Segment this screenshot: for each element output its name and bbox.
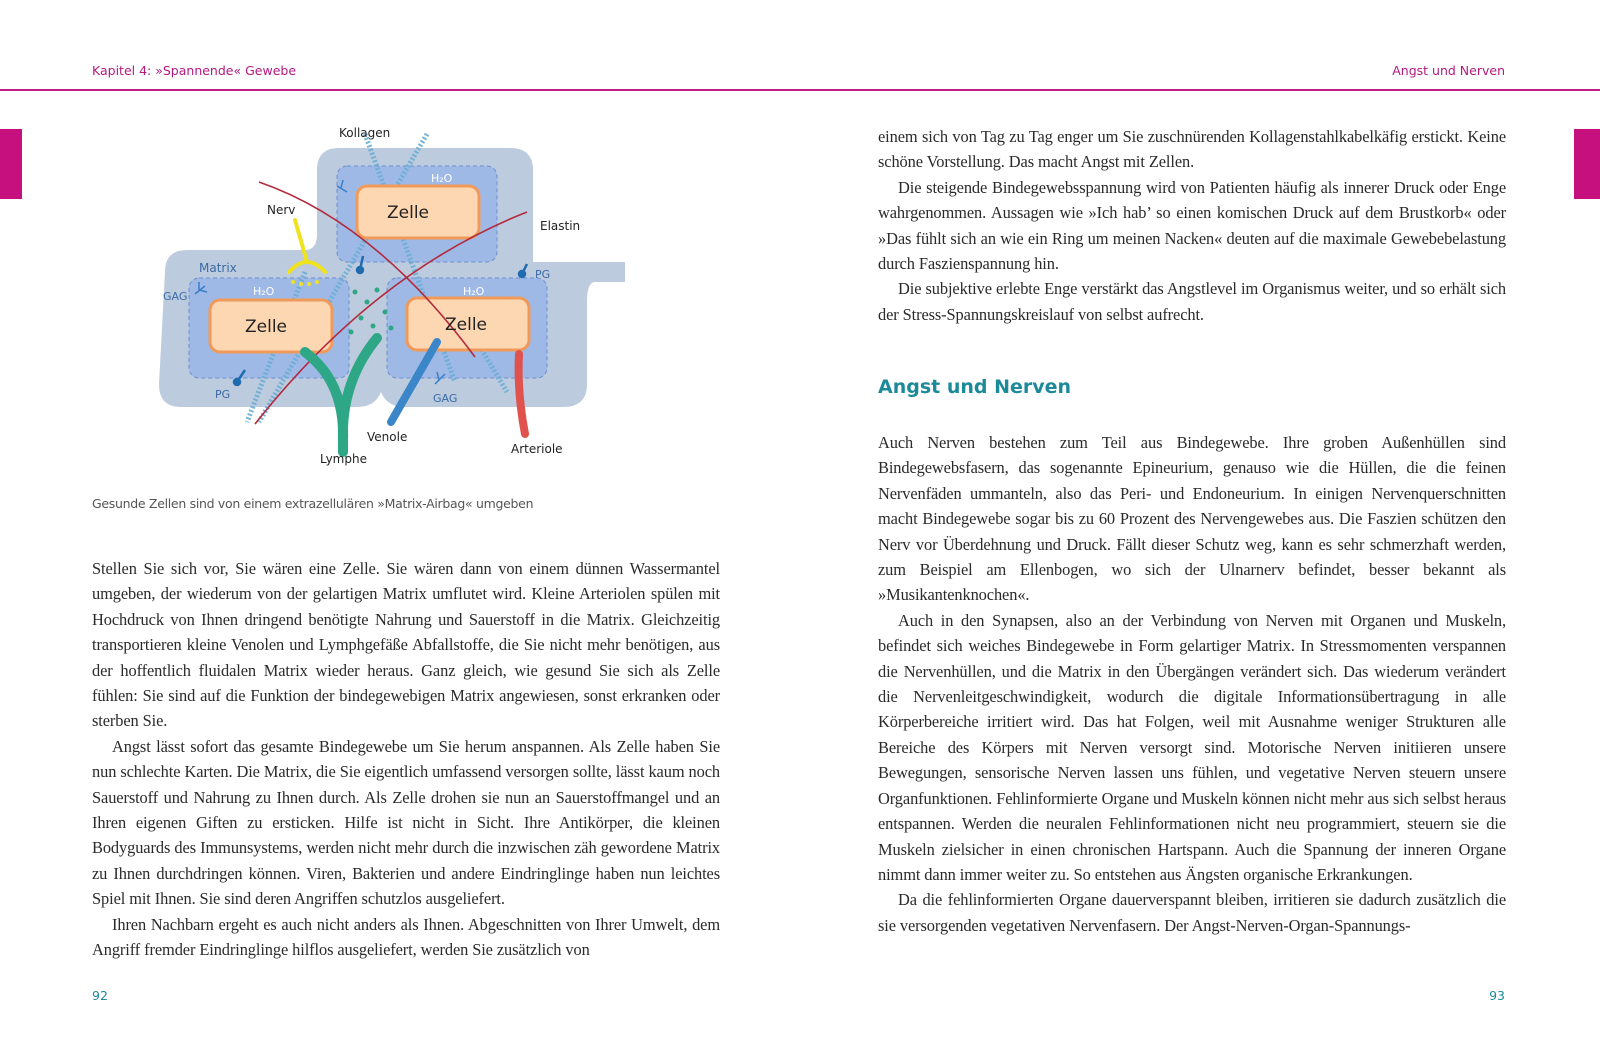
chapter-thumb-tab-right — [1574, 129, 1600, 199]
section-heading: Angst und Nerven — [878, 376, 1072, 398]
label-nerv: Nerv — [267, 203, 296, 217]
paragraph: Da die fehlinformierten Organe dauerverspannt bleiben, irritieren sie dadurch zusätzlich die sie versorgenden vegetativen Nervenfasern. Der Angst-Nerven-Organ-Spannungs- — [878, 890, 1506, 935]
label-pg-right: PG — [535, 268, 551, 281]
label-lymphe: Lymphe — [320, 452, 367, 466]
label-zelle-right: Zelle — [445, 315, 488, 335]
running-header-left: Kapitel 4: »Spannende« Gewebe — [92, 63, 297, 78]
matrix-airbag-illustration — [155, 122, 635, 482]
header-rule — [0, 89, 1600, 91]
left-column-text — [92, 556, 720, 963]
label-zelle-left: Zelle — [245, 317, 288, 337]
paragraph: Stellen Sie sich vor, Sie wären eine Zelle. Sie wären dann von einem dünnen Wassermantel umgeben, der wiederum von der gelartigen Matrix umflutet wird. Kleine Arteriolen spülen mit Hochdruck von Ihnen dringend benötigte Nahrung und Sauerstoff in die Matrix. Gleichzeitig transportieren kleine Venolen und Lymphgefäße Abfallstoffe, die Sie nicht mehr benötigen, aus der hoffentlich fluidalen Matrix wieder heraus. Ganz gleich, wie gesund Sie sich als Zelle fühlen: Sie sind auf die Funktion der bindegewebigen Matrix angewiesen, sonst erkranken oder sterben Sie. — [92, 559, 720, 731]
paragraph: Die steigende Bindegewebsspannung wird von Patienten häufig als innerer Druck oder Enge wahrgenommen. Aussagen wie »Ich hab’ so einen komischen Druck auf dem Brustkorb« oder »Das fühlt sich an wie ein Ring um meinen Nacken« deuten auf die maximale Gewebebelastung durch Faszienspannung hin. — [878, 177, 1506, 274]
paragraph: Auch Nerven bestehen zum Teil aus Bindegewebe. Ihre groben Außenhüllen sind Bindegewebsfasern, das sogenannte Epineurium, genauso wie die Hüllen, die die feinen Nervenfäden ummanteln, also das Peri- und Endoneurium. In einigen Nervenquerschnitten macht Bindegewebe sogar bis zu 60 Prozent des Nervengewebes aus. Die Faszien schützen den Nerv vor Überdehnung und Druck. Fällt dieser Schutz weg, kann es sehr schmerzhaft werden, zum Beispiel am Ellenbogen, wo sich der Ulnarnerv befindet, besser bekannt als »Musikantenknochen«. — [878, 433, 1506, 605]
paragraph: Die subjektive erlebte Enge verstärkt das Angstlevel im Organismus weiter, und so erhält sich der Stress-Spannungskreislauf von selbst aufrecht. — [878, 279, 1506, 324]
label-elastin: Elastin — [540, 219, 581, 233]
figure-caption: Gesunde Zellen sind von einem extrazellulären »Matrix-Airbag« umgeben — [92, 496, 534, 511]
label-gag-left: GAG — [163, 290, 188, 303]
label-h2o-left: H₂O — [253, 285, 275, 298]
label-matrix: Matrix — [199, 261, 237, 275]
paragraph: Ihren Nachbarn ergeht es auch nicht anders als Ihnen. Abgeschnitten von Ihrer Umwelt, dem Angriff fremder Eindringlinge hilflos ausgeliefert, werden Sie zusätzlich von — [92, 914, 720, 960]
label-kollagen: Kollagen — [339, 126, 391, 140]
label-zelle-top: Zelle — [387, 203, 430, 223]
label-pg-bottom: PG — [215, 388, 231, 401]
label-h2o-top: H₂O — [431, 172, 453, 185]
page-number-right: 93 — [1489, 988, 1505, 1003]
running-header-right: Angst und Nerven — [1392, 63, 1505, 78]
page-number-left: 92 — [92, 988, 108, 1003]
paragraph: einem sich von Tag zu Tag enger um Sie zuschnürenden Kollagenstahlkabelkäfig erstickt. Keine schöne Vorstellung. Das macht Angst mit Zellen. — [878, 127, 1506, 172]
right-column-text-bottom — [878, 430, 1506, 938]
label-h2o-right: H₂O — [463, 285, 485, 298]
label-gag-right: GAG — [433, 392, 458, 405]
label-venole: Venole — [367, 430, 408, 444]
chapter-thumb-tab-left — [0, 129, 22, 199]
label-arteriole: Arteriole — [511, 442, 563, 456]
paragraph: Angst lässt sofort das gesamte Bindegewebe um Sie herum anspannen. Als Zelle haben Sie nun schlechte Karten. Die Matrix, die Sie eigentlich umfassend versorgen sollte, lässt kaum noch Sauerstoff und Nahrung zu Ihnen durch. Als Zelle drohen sie nun an Sauerstoffmangel und an Ihren eigenen Giften zu ersticken. Hilfe ist nicht in Sicht. Ihre Antikörper, die kleinen Bodyguards des Immunsystems, werden nicht mehr durch die inzwischen zäh gewordene Matrix zu Ihnen durchdringen können. Viren, Bakterien und andere Eindringlinge haben nun leichtes Spiel mit Ihnen. Sie sind deren Angriffen schutzlos ausgeliefert. — [92, 736, 720, 909]
right-column-text-top — [878, 124, 1506, 327]
paragraph: Auch in den Synapsen, also an der Verbindung von Nerven mit Organen und Muskeln, befindet sich weiches Bindegewebe in Form gelartiger Matrix. In Stressmomenten verspannen die Nervenhüllen, und die Matrix in den Übergängen verändert sich. Das wiederum verändert die Nervenleitgeschwindigkeit, wodurch die digitale Informationsübertragung in alle Körperbereiche irritiert wird. Das hat Folgen, weil mit Ausnahme weniger Strukturen alle Bereiche des Körpers mit Nerven versorgt sind. Motorische Nerven initiieren unsere Bewegungen, sensorische Nerven lassen uns fühlen, und vegetative Nerven steuern unsere Organfunktionen. Fehlinformierte Organe und Muskeln können nicht mehr aus sich selbst heraus entspannen. Werden die neuralen Fehlinformationen nicht neu programmiert, steuern sie die Muskeln zielsicher in einen chronischen Hartspann. Auch die Spannung der inneren Organe nimmt dann immer weiter zu. So entstehen aus Ängsten organische Erkrankungen. — [878, 610, 1506, 884]
